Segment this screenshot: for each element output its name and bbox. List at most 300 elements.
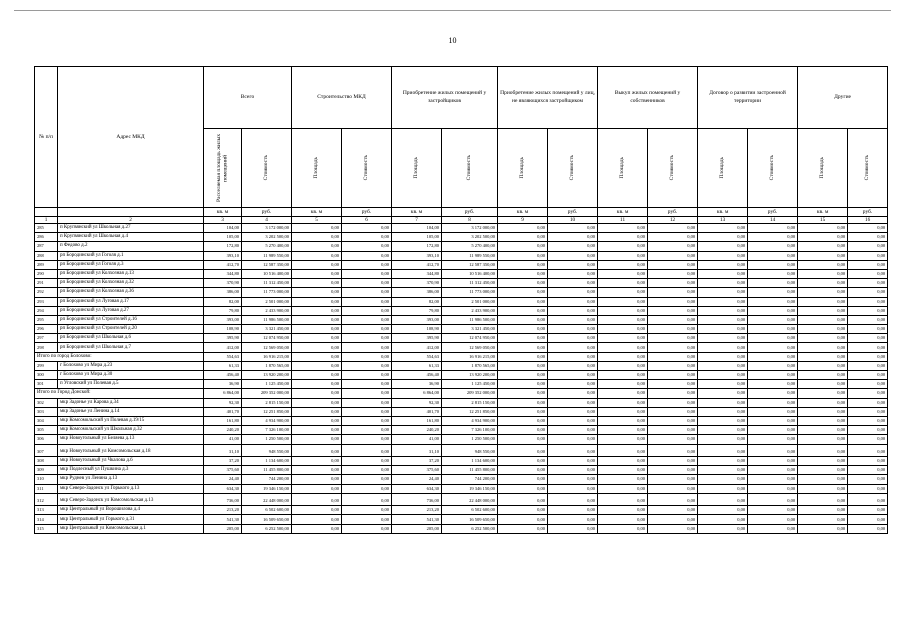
other-area-cell: 0,00 xyxy=(598,251,648,260)
other-cost-cell: 0,00 xyxy=(648,288,698,297)
construction-area-cell: 0,00 xyxy=(292,279,342,288)
unit-area: кв. м xyxy=(204,208,242,217)
other-area-cell: 0,00 xyxy=(498,426,548,435)
developer-area-cell: 395,90 xyxy=(392,334,442,343)
developer-area-cell: 393,00 xyxy=(392,315,442,324)
other-area-cell: 0,00 xyxy=(698,398,748,407)
developer-cost-cell: 11 312 450,00 xyxy=(442,279,498,288)
other-area-cell: 0,00 xyxy=(698,515,748,524)
other-area-cell: 0,00 xyxy=(698,251,748,260)
total-cost-cell: 10 516 400,00 xyxy=(242,269,292,278)
other-area-cell: 0,00 xyxy=(598,389,648,398)
table-row xyxy=(35,334,888,343)
total-area-cell: 393,10 xyxy=(204,251,242,260)
other-area-cell: 0,00 xyxy=(698,435,748,444)
developer-area-cell: 240,20 xyxy=(392,426,442,435)
address-cell: мкр Руднев ул Ленина д.13 xyxy=(58,475,204,484)
developer-cost-cell: 11 989 550,00 xyxy=(442,251,498,260)
construction-cost-cell: 0,00 xyxy=(342,389,392,398)
developer-area-cell: 105,00 xyxy=(392,233,442,242)
table-row xyxy=(35,398,888,407)
total-cost-cell: 22 448 000,00 xyxy=(242,493,292,506)
row-number: 285 xyxy=(35,224,58,233)
other-area-cell: 0,00 xyxy=(698,371,748,380)
other-area-cell: 0,00 xyxy=(798,279,848,288)
other-area-cell: 0,00 xyxy=(598,352,648,361)
construction-cost-cell: 0,00 xyxy=(342,416,392,425)
other-area-cell: 0,00 xyxy=(798,315,848,324)
construction-cost-cell: 0,00 xyxy=(342,484,392,493)
developer-area-cell: 61,33 xyxy=(392,361,442,370)
other-area-cell: 0,00 xyxy=(598,457,648,466)
col-number-header: № п/п xyxy=(35,67,58,208)
other-cost-cell: 0,00 xyxy=(848,251,888,260)
construction-cost-cell: 0,00 xyxy=(342,260,392,269)
subheader-cost: Стоимость xyxy=(242,129,292,208)
other-cost-cell: 0,00 xyxy=(748,457,798,466)
other-cost-cell: 0,00 xyxy=(848,475,888,484)
construction-area-cell: 0,00 xyxy=(292,361,342,370)
row-number: 306 xyxy=(35,435,58,444)
other-area-cell: 0,00 xyxy=(798,269,848,278)
other-cost-cell: 0,00 xyxy=(748,343,798,352)
other-area-cell: 0,00 xyxy=(498,260,548,269)
developer-area-cell: 31,10 xyxy=(392,444,442,457)
other-cost-cell: 0,00 xyxy=(648,389,698,398)
construction-area-cell: 0,00 xyxy=(292,224,342,233)
total-cost-cell: 7 326 100,00 xyxy=(242,426,292,435)
other-cost-cell: 0,00 xyxy=(648,343,698,352)
table-row xyxy=(35,493,888,506)
other-cost-cell: 0,00 xyxy=(648,524,698,533)
other-cost-cell: 0,00 xyxy=(548,352,598,361)
other-area-cell: 0,00 xyxy=(698,475,748,484)
construction-area-cell: 0,00 xyxy=(292,524,342,533)
total-area-cell: 37,20 xyxy=(204,457,242,466)
construction-cost-cell: 0,00 xyxy=(342,457,392,466)
total-area-cell: 31,10 xyxy=(204,444,242,457)
unit-area: кв. м xyxy=(292,208,342,217)
developer-cost-cell: 4 934 900,00 xyxy=(442,416,498,425)
unit-cell-empty xyxy=(58,208,204,217)
row-number: 300 xyxy=(35,371,58,380)
total-cost-cell: 16 509 650,00 xyxy=(242,515,292,524)
other-cost-cell: 0,00 xyxy=(848,315,888,324)
other-area-cell: 0,00 xyxy=(498,242,548,251)
other-cost-cell: 0,00 xyxy=(748,380,798,389)
table-row xyxy=(35,484,888,493)
other-cost-cell: 0,00 xyxy=(648,297,698,306)
developer-area-cell: 386,00 xyxy=(392,288,442,297)
other-cost-cell: 0,00 xyxy=(848,484,888,493)
table-row xyxy=(35,260,888,269)
other-area-cell: 0,00 xyxy=(598,435,648,444)
row-number: 312 xyxy=(35,493,58,506)
other-cost-cell: 0,00 xyxy=(748,484,798,493)
other-cost-cell: 0,00 xyxy=(748,233,798,242)
total-cost-cell: 13 920 200,00 xyxy=(242,371,292,380)
row-number: 313 xyxy=(35,506,58,515)
other-area-cell: 0,00 xyxy=(498,334,548,343)
total-area-cell: 213,20 xyxy=(204,506,242,515)
other-area-cell: 0,00 xyxy=(498,343,548,352)
table-row xyxy=(35,361,888,370)
developer-cost-cell: 2 433 900,00 xyxy=(442,306,498,315)
address-cell: рп Бородинский ул Гоголя д.3 xyxy=(58,260,204,269)
other-area-cell: 0,00 xyxy=(698,325,748,334)
other-cost-cell: 0,00 xyxy=(748,224,798,233)
other-cost-cell: 0,00 xyxy=(848,242,888,251)
unit-cell-empty xyxy=(35,208,58,217)
other-cost-cell: 0,00 xyxy=(848,426,888,435)
other-cost-cell: 0,00 xyxy=(848,325,888,334)
total-area-cell: 24,40 xyxy=(204,475,242,484)
other-area-cell: 0,00 xyxy=(498,493,548,506)
other-area-cell: 0,00 xyxy=(798,371,848,380)
other-cost-cell: 0,00 xyxy=(548,515,598,524)
developer-area-cell: 24,40 xyxy=(392,475,442,484)
construction-area-cell: 0,00 xyxy=(292,484,342,493)
developer-cost-cell: 11 455 800,00 xyxy=(442,466,498,475)
construction-area-cell: 0,00 xyxy=(292,251,342,260)
address-cell: мкр Новоугольный ул Чкалова д.6 xyxy=(58,457,204,466)
row-number: 287 xyxy=(35,242,58,251)
total-cost-cell: 2 815 150,00 xyxy=(242,398,292,407)
total-cost-cell: 3 202 500,00 xyxy=(242,233,292,242)
other-area-cell: 0,00 xyxy=(698,242,748,251)
developer-area-cell: 541,30 xyxy=(392,515,442,524)
other-cost-cell: 0,00 xyxy=(648,251,698,260)
address-cell: мкр Северо-Задонск ул Комсомольская д.13 xyxy=(58,493,204,506)
address-cell: мкр Подлесный ул Пушкина д.3 xyxy=(58,466,204,475)
other-area-cell: 0,00 xyxy=(598,398,648,407)
developer-area-cell: 213,20 xyxy=(392,506,442,515)
other-cost-cell: 0,00 xyxy=(548,416,598,425)
other-area-cell: 0,00 xyxy=(598,297,648,306)
scan-top-edge xyxy=(14,10,891,11)
other-area-cell: 0,00 xyxy=(698,466,748,475)
other-area-cell: 0,00 xyxy=(498,484,548,493)
other-area-cell: 0,00 xyxy=(798,524,848,533)
total-area-cell: 412,00 xyxy=(204,343,242,352)
developer-cost-cell: 12 074 950,00 xyxy=(442,334,498,343)
other-area-cell: 0,00 xyxy=(598,444,648,457)
column-number: 7 xyxy=(392,217,442,224)
total-area-cell: 6 864,00 xyxy=(204,389,242,398)
other-area-cell: 0,00 xyxy=(698,315,748,324)
construction-cost-cell: 0,00 xyxy=(342,325,392,334)
other-cost-cell: 0,00 xyxy=(548,407,598,416)
other-cost-cell: 0,00 xyxy=(848,297,888,306)
other-cost-cell: 0,00 xyxy=(748,426,798,435)
construction-area-cell: 0,00 xyxy=(292,389,342,398)
other-area-cell: 0,00 xyxy=(798,224,848,233)
other-area-cell: 0,00 xyxy=(698,279,748,288)
other-area-cell: 0,00 xyxy=(598,279,648,288)
other-area-cell: 0,00 xyxy=(598,484,648,493)
column-number: 16 xyxy=(848,217,888,224)
unit-cost: руб. xyxy=(242,208,292,217)
other-area-cell: 0,00 xyxy=(798,233,848,242)
table-row xyxy=(35,242,888,251)
other-cost-cell: 0,00 xyxy=(848,506,888,515)
construction-area-cell: 0,00 xyxy=(292,444,342,457)
construction-cost-cell: 0,00 xyxy=(342,506,392,515)
other-cost-cell: 0,00 xyxy=(648,279,698,288)
developer-area-cell: 412,70 xyxy=(392,260,442,269)
construction-area-cell: 0,00 xyxy=(292,426,342,435)
total-area-cell: 161,80 xyxy=(204,416,242,425)
other-cost-cell: 0,00 xyxy=(648,269,698,278)
construction-area-cell: 0,00 xyxy=(292,269,342,278)
other-cost-cell: 0,00 xyxy=(548,380,598,389)
developer-area-cell: 554,63 xyxy=(392,352,442,361)
other-cost-cell: 0,00 xyxy=(748,361,798,370)
developer-cost-cell: 16 916 215,00 xyxy=(442,352,498,361)
other-cost-cell: 0,00 xyxy=(648,242,698,251)
address-cell: мкр Задонье ул Ленина д.14 xyxy=(58,407,204,416)
other-area-cell: 0,00 xyxy=(798,407,848,416)
other-cost-cell: 0,00 xyxy=(748,269,798,278)
construction-area-cell: 0,00 xyxy=(292,493,342,506)
unit-area: кв. м xyxy=(498,208,548,217)
other-cost-cell: 0,00 xyxy=(548,315,598,324)
construction-area-cell: 0,00 xyxy=(292,506,342,515)
total-area-cell: 395,90 xyxy=(204,334,242,343)
subheader-cost: Стоимость xyxy=(548,129,598,208)
table-row xyxy=(35,444,888,457)
other-cost-cell: 0,00 xyxy=(548,224,598,233)
other-area-cell: 0,00 xyxy=(798,466,848,475)
other-cost-cell: 0,00 xyxy=(648,484,698,493)
address-cell: рп Бородинский ул Колхозная д.36 xyxy=(58,288,204,297)
developer-cost-cell: 1 134 600,00 xyxy=(442,457,498,466)
table-row xyxy=(35,524,888,533)
construction-area-cell: 0,00 xyxy=(292,343,342,352)
subtotal-label: Итого по город Болохово: xyxy=(35,352,204,361)
other-area-cell: 0,00 xyxy=(698,426,748,435)
construction-cost-cell: 0,00 xyxy=(342,426,392,435)
other-area-cell: 0,00 xyxy=(498,398,548,407)
developer-area-cell: 161,80 xyxy=(392,416,442,425)
construction-cost-cell: 0,00 xyxy=(342,242,392,251)
other-area-cell: 0,00 xyxy=(498,524,548,533)
row-number: 297 xyxy=(35,334,58,343)
row-number: 290 xyxy=(35,269,58,278)
other-area-cell: 0,00 xyxy=(698,389,748,398)
developer-cost-cell: 11 986 500,00 xyxy=(442,315,498,324)
developer-cost-cell: 948 550,00 xyxy=(442,444,498,457)
construction-area-cell: 0,00 xyxy=(292,288,342,297)
other-cost-cell: 0,00 xyxy=(748,371,798,380)
other-cost-cell: 0,00 xyxy=(548,251,598,260)
other-cost-cell: 0,00 xyxy=(648,515,698,524)
other-area-cell: 0,00 xyxy=(698,361,748,370)
developer-area-cell: 108,90 xyxy=(392,325,442,334)
other-cost-cell: 0,00 xyxy=(548,457,598,466)
developer-cost-cell: 209 352 000,00 xyxy=(442,389,498,398)
subheader-area: Площадь xyxy=(392,129,442,208)
column-number: 12 xyxy=(648,217,698,224)
other-cost-cell: 0,00 xyxy=(548,506,598,515)
other-area-cell: 0,00 xyxy=(498,297,548,306)
construction-cost-cell: 0,00 xyxy=(342,398,392,407)
total-area-cell: 554,63 xyxy=(204,352,242,361)
total-cost-cell: 6 252 500,00 xyxy=(242,524,292,533)
page-number: 10 xyxy=(448,36,457,45)
address-cell: рп Бородинский ул Колхозная д.32 xyxy=(58,279,204,288)
other-area-cell: 0,00 xyxy=(798,416,848,425)
other-area-cell: 0,00 xyxy=(798,325,848,334)
other-area-cell: 0,00 xyxy=(598,524,648,533)
table-row xyxy=(35,269,888,278)
total-area-cell: 104,00 xyxy=(204,224,242,233)
developer-cost-cell: 6 252 500,00 xyxy=(442,524,498,533)
address-cell: мкр Задонье ул Карова д.34 xyxy=(58,398,204,407)
other-cost-cell: 0,00 xyxy=(848,515,888,524)
address-cell: рп Бородинский ул Колхозная д.13 xyxy=(58,269,204,278)
other-cost-cell: 0,00 xyxy=(848,389,888,398)
unit-area: кв. м xyxy=(598,208,648,217)
construction-area-cell: 0,00 xyxy=(292,515,342,524)
other-cost-cell: 0,00 xyxy=(748,279,798,288)
other-area-cell: 0,00 xyxy=(798,398,848,407)
other-area-cell: 0,00 xyxy=(698,444,748,457)
developer-area-cell: 456,40 xyxy=(392,371,442,380)
other-area-cell: 0,00 xyxy=(798,493,848,506)
other-cost-cell: 0,00 xyxy=(648,371,698,380)
subheader-area: Площадь xyxy=(498,129,548,208)
construction-area-cell: 0,00 xyxy=(292,306,342,315)
other-cost-cell: 0,00 xyxy=(648,493,698,506)
other-cost-cell: 0,00 xyxy=(748,416,798,425)
other-cost-cell: 0,00 xyxy=(748,306,798,315)
construction-cost-cell: 0,00 xyxy=(342,352,392,361)
column-number: 9 xyxy=(498,217,548,224)
table-row xyxy=(35,297,888,306)
other-cost-cell: 0,00 xyxy=(748,297,798,306)
other-cost-cell: 0,00 xyxy=(748,475,798,484)
construction-cost-cell: 0,00 xyxy=(342,524,392,533)
table-row xyxy=(35,288,888,297)
developer-cost-cell: 3 202 500,00 xyxy=(442,233,498,242)
unit-area: кв. м xyxy=(698,208,748,217)
total-area-cell: 386,00 xyxy=(204,288,242,297)
developer-cost-cell: 1 250 500,00 xyxy=(442,435,498,444)
construction-cost-cell: 0,00 xyxy=(342,315,392,324)
column-number: 5 xyxy=(292,217,342,224)
other-cost-cell: 0,00 xyxy=(748,506,798,515)
row-number: 303 xyxy=(35,407,58,416)
total-area-cell: 412,70 xyxy=(204,260,242,269)
subheader-area: Площадь xyxy=(798,129,848,208)
developer-cost-cell: 1 870 565,00 xyxy=(442,361,498,370)
other-area-cell: 0,00 xyxy=(498,279,548,288)
other-area-cell: 0,00 xyxy=(598,426,648,435)
address-cell: мкр Новоугольный ул Комсомольская д.18 xyxy=(58,444,204,457)
other-cost-cell: 0,00 xyxy=(548,343,598,352)
other-cost-cell: 0,00 xyxy=(548,466,598,475)
construction-area-cell: 0,00 xyxy=(292,398,342,407)
address-cell: п Федово д.2 xyxy=(58,242,204,251)
row-number: 305 xyxy=(35,426,58,435)
other-cost-cell: 0,00 xyxy=(848,398,888,407)
other-cost-cell: 0,00 xyxy=(548,233,598,242)
column-number: 11 xyxy=(598,217,648,224)
other-cost-cell: 0,00 xyxy=(848,288,888,297)
group-header-owner-buyout: Выкуп жилых помещений у собственников xyxy=(598,67,698,129)
row-number: 289 xyxy=(35,260,58,269)
row-number: 298 xyxy=(35,343,58,352)
other-cost-cell: 0,00 xyxy=(848,343,888,352)
other-area-cell: 0,00 xyxy=(598,506,648,515)
other-area-cell: 0,00 xyxy=(798,457,848,466)
developer-area-cell: 41,00 xyxy=(392,435,442,444)
total-area-cell: 736,00 xyxy=(204,493,242,506)
address-cell: рп Бородинский ул Гоголя д.1 xyxy=(58,251,204,260)
other-area-cell: 0,00 xyxy=(798,242,848,251)
row-number: 292 xyxy=(35,288,58,297)
other-cost-cell: 0,00 xyxy=(848,306,888,315)
other-cost-cell: 0,00 xyxy=(648,407,698,416)
row-number: 315 xyxy=(35,524,58,533)
column-number: 13 xyxy=(698,217,748,224)
subheader-cost: Стоимость xyxy=(442,129,498,208)
developer-cost-cell: 13 920 200,00 xyxy=(442,371,498,380)
other-cost-cell: 0,00 xyxy=(848,435,888,444)
column-number: 4 xyxy=(242,217,292,224)
other-area-cell: 0,00 xyxy=(698,352,748,361)
other-cost-cell: 0,00 xyxy=(748,466,798,475)
other-area-cell: 0,00 xyxy=(798,389,848,398)
total-area-cell: 634,30 xyxy=(204,484,242,493)
other-area-cell: 0,00 xyxy=(698,233,748,242)
other-cost-cell: 0,00 xyxy=(648,306,698,315)
other-area-cell: 0,00 xyxy=(498,444,548,457)
other-area-cell: 0,00 xyxy=(598,493,648,506)
other-cost-cell: 0,00 xyxy=(548,398,598,407)
other-area-cell: 0,00 xyxy=(698,493,748,506)
other-area-cell: 0,00 xyxy=(698,416,748,425)
other-area-cell: 0,00 xyxy=(798,475,848,484)
developer-cost-cell: 2 815 150,00 xyxy=(442,398,498,407)
row-number: 311 xyxy=(35,484,58,493)
other-cost-cell: 0,00 xyxy=(648,475,698,484)
row-number: 299 xyxy=(35,361,58,370)
group-header-non-developer-purchase: Приобретение жилых помещений у лиц, не являющихся застройщиком xyxy=(498,67,598,129)
table-row xyxy=(35,426,888,435)
row-number: 293 xyxy=(35,297,58,306)
subheader-cost: Стоимость xyxy=(342,129,392,208)
other-area-cell: 0,00 xyxy=(798,435,848,444)
construction-cost-cell: 0,00 xyxy=(342,288,392,297)
construction-cost-cell: 0,00 xyxy=(342,297,392,306)
other-area-cell: 0,00 xyxy=(498,251,548,260)
other-area-cell: 0,00 xyxy=(798,260,848,269)
total-area-cell: 82,00 xyxy=(204,297,242,306)
other-cost-cell: 0,00 xyxy=(748,334,798,343)
developer-area-cell: 104,00 xyxy=(392,224,442,233)
total-cost-cell: 6 502 600,00 xyxy=(242,506,292,515)
total-cost-cell: 16 916 215,00 xyxy=(242,352,292,361)
other-area-cell: 0,00 xyxy=(698,334,748,343)
total-cost-cell: 5 270 400,00 xyxy=(242,242,292,251)
other-cost-cell: 0,00 xyxy=(548,524,598,533)
column-number: 3 xyxy=(204,217,242,224)
other-area-cell: 0,00 xyxy=(698,288,748,297)
other-area-cell: 0,00 xyxy=(698,524,748,533)
other-cost-cell: 0,00 xyxy=(748,325,798,334)
